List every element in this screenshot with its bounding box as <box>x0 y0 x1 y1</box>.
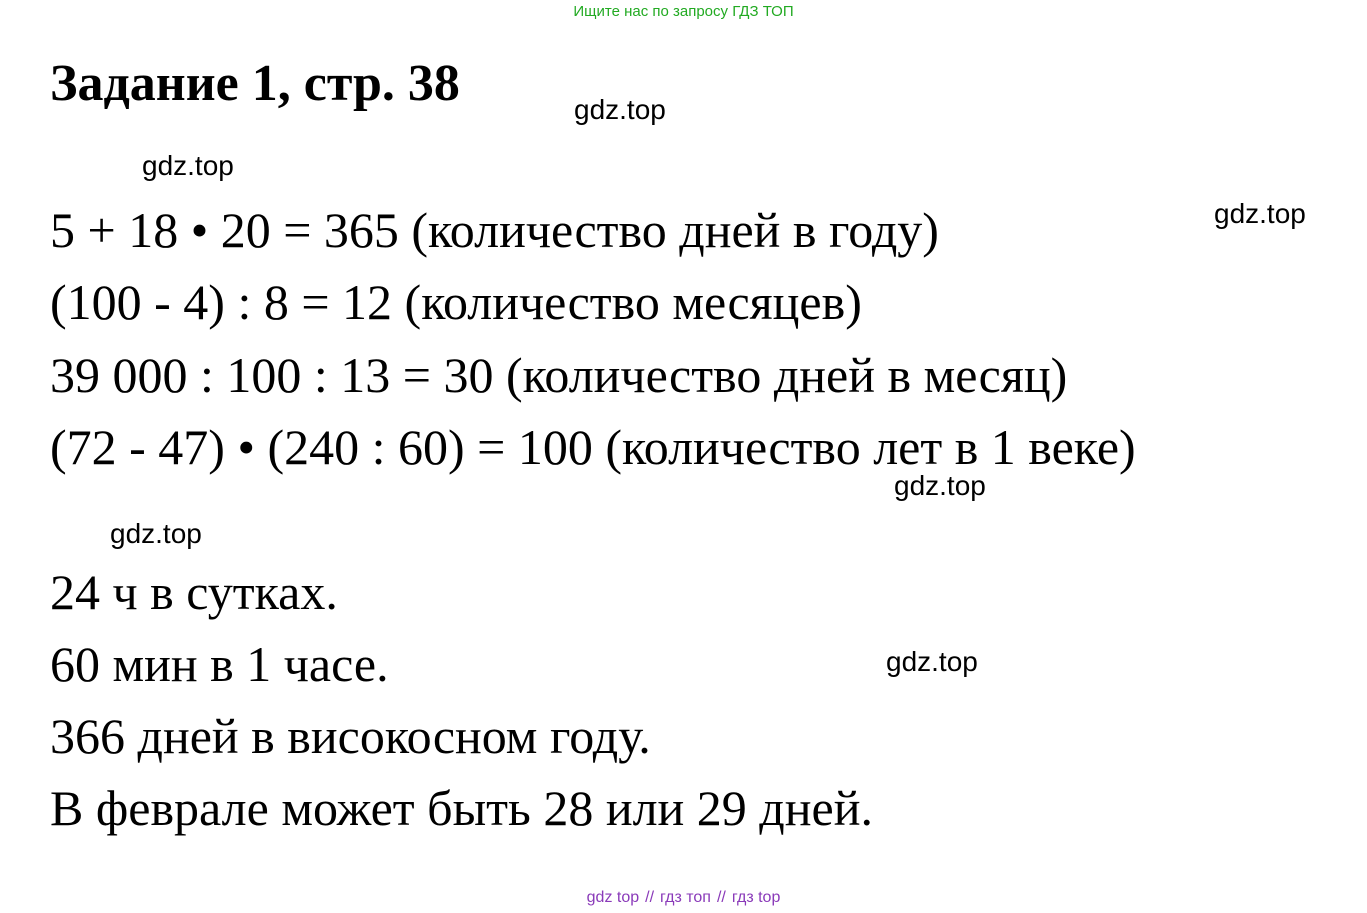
watermark: gdz.top <box>1214 198 1306 229</box>
equation-line: 39 000 : 100 : 13 = 30 (количество дней в месяц) <box>50 347 1068 403</box>
footer-link[interactable]: гдз top <box>731 889 781 906</box>
equation-line: 5 + 18 • 20 = 365 (количество дней в году) <box>50 202 939 258</box>
watermark: gdz.top <box>142 150 234 181</box>
footer-separator: // <box>645 889 655 906</box>
fact-line: 24 ч в сутках. <box>50 564 338 620</box>
fact-line: 366 дней в високосном году. <box>50 708 651 764</box>
fact-line: 60 мин в 1 часе. <box>50 636 389 692</box>
equation-line: (72 - 47) • (240 : 60) = 100 (количество лет в 1 веке) <box>50 419 1136 475</box>
footer-links <box>0 887 1367 909</box>
equation-line: (100 - 4) : 8 = 12 (количество месяцев) <box>50 274 862 330</box>
footer-link[interactable]: гдз топ <box>660 889 711 906</box>
fact-line: В феврале может быть 28 или 29 дней. <box>50 780 873 836</box>
watermark: gdz.top <box>894 470 986 501</box>
page-title: Задание 1, стр. 38 <box>50 55 460 112</box>
watermark: gdz.top <box>574 94 666 125</box>
footer-link[interactable]: gdz top <box>586 889 640 906</box>
watermark: gdz.top <box>886 646 978 677</box>
watermark: gdz.top <box>110 518 202 549</box>
top-banner-link[interactable]: Ищите нас по запросу ГДЗ ТОП <box>573 3 794 20</box>
footer-separator: // <box>716 889 726 906</box>
